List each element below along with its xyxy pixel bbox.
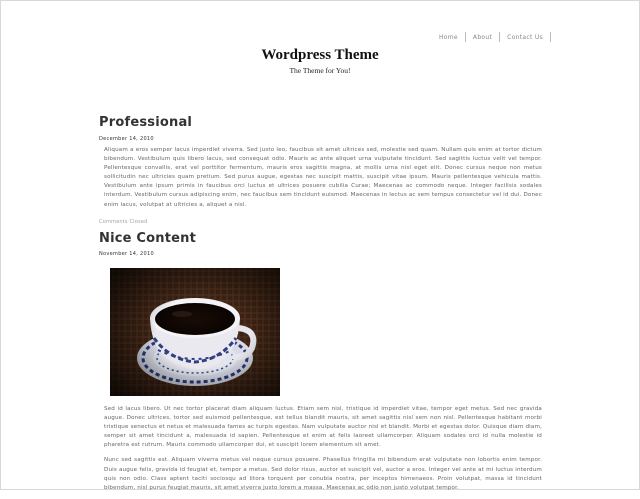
post-date: November 14, 2010 (99, 251, 154, 257)
post-body (104, 405, 542, 499)
post-paragraph: Aliquam a eros semper lacus imperdiet viverra. Sed justo leo, faucibus sit amet ultrices sed, molestie sed quam. Nullam quis enim at tortor dictum bibendum. Vestibulum quis libero lacus, sed consequat odio. Mauris ac ante aliquet urna vulputate tincidunt. Sed sagittis luctus velit vel tempor. Pellentesque convallis, erat vel porttitor fermentum, mauris eros sagittis magna, at mollis urna nisl eget elit. Donec cursus neque non metus sollicitudin nec ultricies quam pretium. Sed purus augue, egestas nec suscipit mattis, suscipit vitae ipsum. Mauris pellentesque vehicula mattis. Vestibulum ante ipsum primis in faucibus orci luctus et ultrices posuere cubilia Curae; Maecenas ac commodo neque. Integer facilisis sodales interdum. Vestibulum cursus adipiscing enim, nec faucibus sem tincidunt euismod. Maecenas in lectus ac sem tempus consectetur vel id dui. Donec enim lacus, volutpat at ultricies a, aliquet a nisl. (104, 147, 542, 208)
coffee-cup-illustration (110, 268, 280, 396)
nav-separator (550, 32, 551, 42)
coffee-cup-image (110, 268, 280, 396)
site-tagline: The Theme for You! (289, 66, 351, 75)
post-paragraph: Sed id lacus libero. Ut nec tortor placerat diam aliquam luctus. Etiam sem nisl, tristique id imperdiet vitae, tempor eget metus. Sed nec gravida augue. Donec ultrices, tortor sed euismod pellentesque, est tellus blandit mauris, sit amet sagittis nisl sem non nisl. Pellentesque habitant morbi tristique senectus et netus et malesuada fames ac turpis egestas. Nam vulputate auctor nisl et blandit. Morbi et egestas dolor. Quisque diam diam, semper sit amet tincidunt a, malesuada id sapien. Pellentesque et enim at felis laoreet ullamcorper. Aliquam sodales orci id nulla molestie id pharetra est rutrum. Mauris commodo ullamcorper dui, et suscipit lorem elementum sit amet. (104, 406, 542, 449)
site-title[interactable]: Wordpress Theme (261, 47, 379, 63)
comments-closed-link[interactable]: Comments Closed (99, 219, 148, 225)
post-title-professional[interactable]: Professional (99, 115, 193, 130)
top-nav (432, 32, 551, 42)
nav-contact-link[interactable]: Contact Us (507, 33, 543, 41)
post-paragraph: Nunc sed sagittis est. Aliquam viverra metus vel neque cursus posuere. Phasellus fringilla mi bibendum erat vulputate non lobortis enim tempor. Duis augue felis, gravida id feugiat et, tempor a metus. Sed dolor risus, auctor et suscipit vel, auctor a eros. Integer vel ante at mi luctus interdum quis non odio. Class aptent taciti sociosqu ad litora torquent per conubia nostra, per inceptos himenaeos. Proin volutpat, massa id tincidunt bibendum, nisl purus feugiat mauris, sit amet viverra justo lorem a massa. Maecenas ac odio non justo volutpat tempor. (104, 457, 542, 491)
post-title-nice-content[interactable]: Nice Content (99, 231, 197, 246)
nav-home-link[interactable]: Home (439, 33, 458, 41)
post-date: December 14, 2010 (99, 136, 154, 142)
nav-about-link[interactable]: About (472, 33, 493, 41)
post-body (104, 146, 542, 216)
